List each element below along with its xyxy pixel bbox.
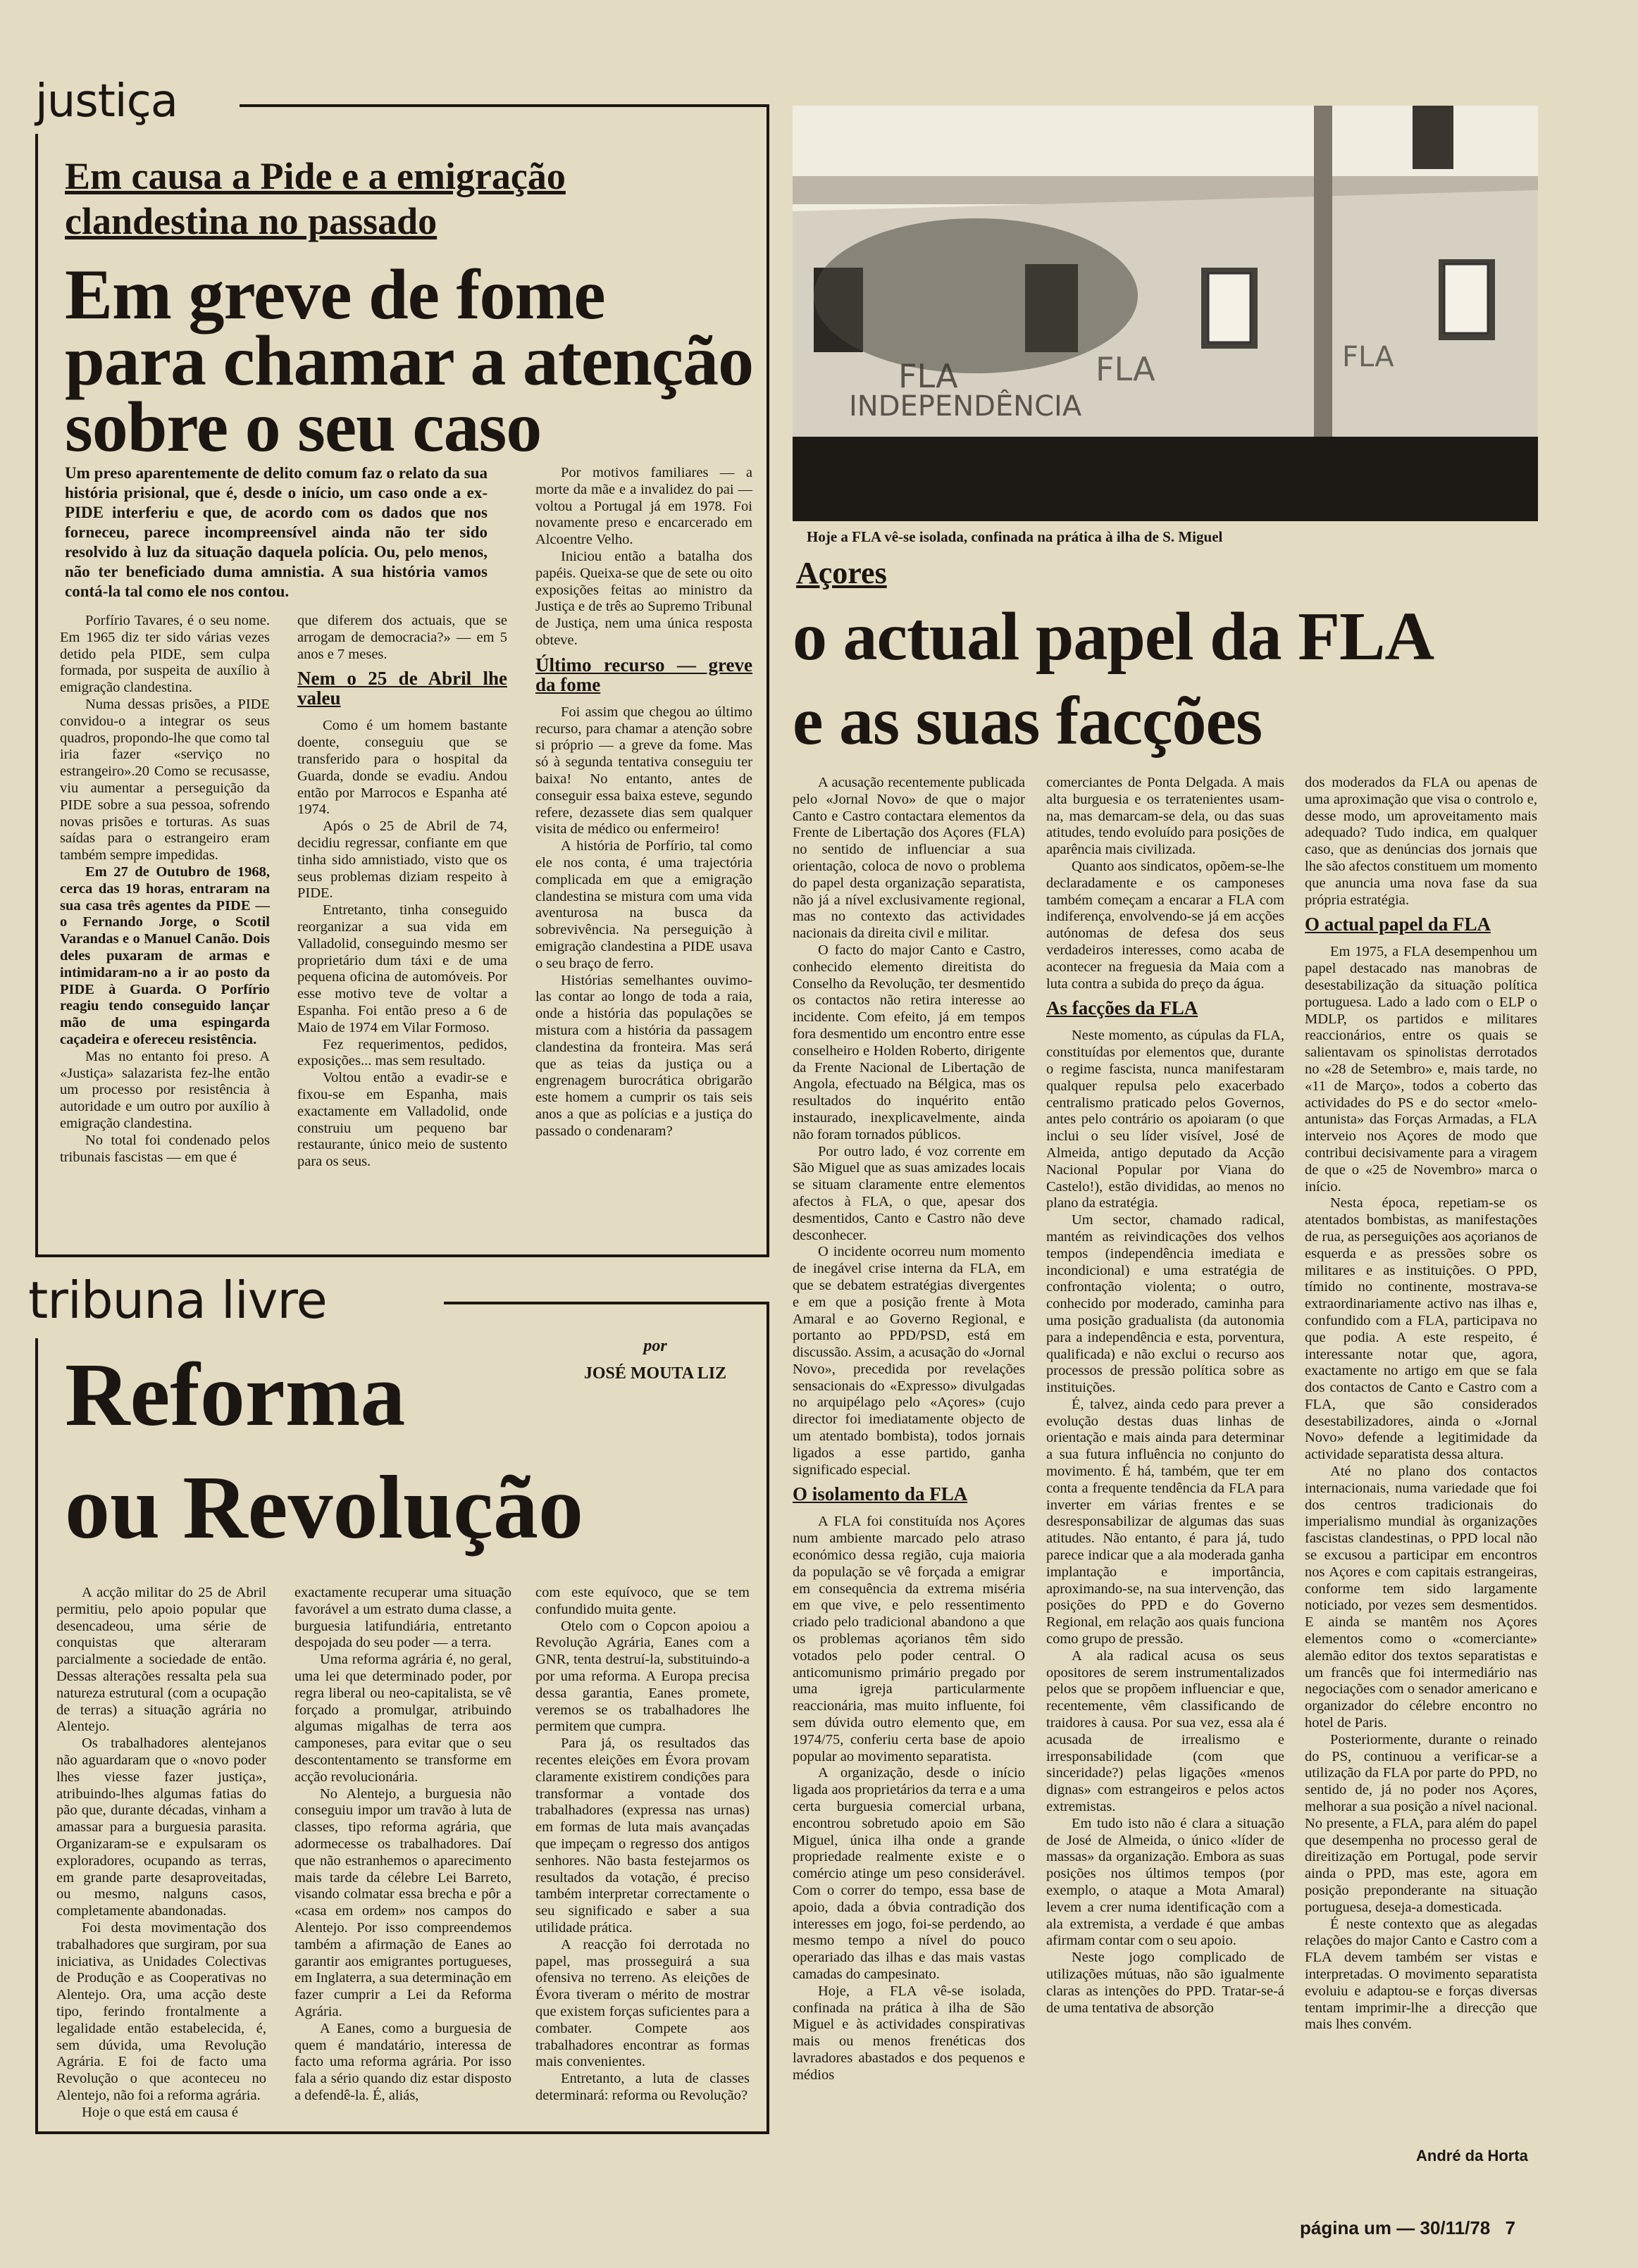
subhead-actual-papel: O actual papel da FLA: [1305, 914, 1491, 935]
paragraph: Porfírio Tavares, é o seu nome. Em 1965 diz ter sido várias vezes detido pela PIDE, sem culpa formada, por suspeita de auxílio à emigração clandestina.: [60, 613, 270, 696]
footer-paper-name: página um: [1300, 2217, 1392, 2238]
box-tribuna-right-line: [767, 1302, 769, 2134]
paragraph: Iniciou então a batalha dos papéis. Queixa-se que de sete ou oito exposições feitas ao ministro da Justiça e de três ao Supremo Tribunal de Justiça, nem uma única resposta obteve.: [535, 548, 752, 648]
paragraph: Quanto aos sindicatos, opõem-se-lhe declaradamente e os camponeses também começam a encarar a FLA com indiferença, envolvendo-se já em acções autónomas de defesa dos seus verdadeiros interesses, como acaba de acontecer na freguesia da Maia com a luta contra a subida do preço da água.: [1046, 858, 1284, 992]
paragraph: Neste jogo complicado de utilizações mútuas, não são igualmente claras as intenções do PPD. Tratar-se-á de uma tentativa de absorção: [1046, 1950, 1284, 2016]
paragraph: Entretanto, tinha conseguido reorganizar a sua vida em Valladolid, conseguindo mesmo ser proprietário dum táxi e de uma pequena oficina de automóveis. Por esse motivo teve de voltar a Espanha. Foi então preso a 6 de Maio de 1974 em Vilar Formoso.: [297, 902, 507, 1035]
paragraph: Histórias semelhantes ouvimo-las contar ao longo de toda a raia, onde a história das populações se mistura com a história da passagem clandestina da fronteira. Mas será que as teias da justiça ou a engrenagem burocrática obrigarão este homem a cumprir os tais seis anos a que as polícias e a justiça do passado o condenaram?: [535, 972, 752, 1139]
paragraph: Uma reforma agrária é, no geral, uma lei que determinado poder, por regra liberal ou neo-capitalista, se vê forçado a promulgar, atribuindo algumas migalhas de terra aos camponeses, para evitar que o seu descontentamento se transforme em acção revolucionária.: [294, 1652, 511, 1785]
paragraph: Os trabalhadores alentejanos não aguardaram que o «novo poder lhes viesse fazer justiça», atribuindo-lhes algumas fatias do pão que, durante décadas, vinham a amassar para a burguesia parasita. Organizaram-se e expulsaram os exploradores, ocupando as terras, em grande parte desaproveitadas, ou mesmo, nalguns casos, completamente abandonadas.: [56, 1736, 266, 1919]
tribuna-col-1: [56, 1585, 266, 2121]
headline-greve-de-fome: Em greve de fome para chamar a atenção sobre o seu caso: [65, 255, 754, 467]
graffiti-fla-1: FLA: [898, 357, 958, 395]
paragraph: Até no plano dos contactos internacionais, numa variedade que foi dos centros tradicionais do imperialismo mundial às organizações fascistas clandestinas, o PPD local não se excusou a participar em encontros nos Açores e com capitais estrangeiras, conforme tem sido largamente noticiado, por vezes sem desmentidos. E ainda se mantêm nos Açores elementos como o «comerciante» alemão editor dos textos separatistas e um francês que foi intermediário nas negociações com o senador americano e organizador do célebre encontro no hotel de Paris.: [1305, 1464, 1537, 1731]
justica-col-3: [535, 465, 752, 1140]
paragraph: Entretanto, a luta de classes determinará: reforma ou Revolução?: [535, 2071, 750, 2103]
headline-ou-revolucao: ou Revolução: [65, 1457, 583, 1557]
paragraph: A FLA foi constituída nos Açores num ambiente marcado pelo atraso económico dessa região, cuja maioria da população se vê forçada a emigrar em consequência da extrema miséria em que vive, e pelo ressentimento criado pelo tradicional abandono a que os problemas açorianos têm sido votados pelo poder central. O anticomunismo primário pregado por uma igreja particularmente reaccionária, mas muito influente, foi sem dúvida outro elemento que, em 1974/75, conferiu certa base de apoio popular ao movimento separatista.: [793, 1514, 1025, 1764]
footer-dash: —: [1396, 2217, 1420, 2238]
graffiti-fla-2: FLA: [1096, 350, 1155, 388]
paragraph: Neste momento, as cúpulas da FLA, constituídas por elementos que, durante o regime fascista, nunca manifestaram qualquer repulsa pelo exacerbado centralismo praticado pelos Governos, antes pelo contrário os apoiaram (o que inclui o seu líder visível, José de Almeida, antigo deputado da Acção Nacional Popular por Viana do Castelo!), estão divididas, ao menos no plano da estratégia.: [1046, 1028, 1284, 1211]
graffiti-fla-3: FLA: [1342, 341, 1394, 373]
footer-date: 30/11/78: [1420, 2217, 1491, 2238]
section-label-justica: justiça: [35, 75, 178, 127]
paragraph: Hoje o que está em causa é: [82, 2104, 238, 2120]
tribuna-col-3: [535, 1585, 750, 2105]
paragraph: É neste contexto que as alegadas relações do major Canto e Castro com a FLA devem também ser vistas e interpretadas. O movimento separatista evoluiu e adaptou-se e forças diversas tentam imprimir-lhe a direcção que mais lhes convém.: [1305, 1916, 1537, 2033]
justica-col-1: [60, 613, 270, 1166]
paragraph: Por outro lado, é voz corrente em São Miguel que as suas amizades locais se situam claramente entre elementos afectos à FLA, o que, apesar dos desmentidos, Canto e Castro não deve desconhecer.: [793, 1143, 1025, 1243]
paragraph: que diferem dos actuais, que se arrogam de democracia?» — em 5 anos e 7 meses.: [297, 613, 507, 662]
paragraph: Mas no entanto foi preso. A «Justiça» salazarista fez-lhe então um processo por resistência à autoridade e um outro por auxílio à emigração clandestina.: [60, 1048, 270, 1131]
paragraph: No Alentejo, a burguesia não conseguiu impor um travão à luta de classes, tipo reforma agrária, que adormecesse os trabalhadores. Daí que não estranhemos o aparecimento mais tarde da célebre Lei Barreto, visando colmatar essa brecha e pôr a «casa em ordem» nos campos do Alentejo. Por isso compreendemos também a afirmação de Eanes ao garantir aos emigrantes portugueses, em Inglaterra, a sua determinação em fazer cumprir a Lei da Reforma Agrária.: [294, 1786, 511, 2019]
paragraph: O incidente ocorreu num momento de inegável crise interna da FLA, em que se debatem estratégias divergentes e em que a posição frente à Mota Amaral e ao Governo Regional, e portanto ao PPD/PSD, está em discussão. Assim, a acusação do «Jornal Novo», precedida por revelações sensacionais do «Expresso» divulgadas no arquipélago pelo «Açores» (cujo director foi imediatamente objecto de um atentado bombista), todos jornais ligados a esse partido, ganha significado especial.: [793, 1244, 1025, 1478]
paragraph: A acusação recentemente publicada pelo «Jornal Novo» de que o major Canto e Castro contactara elementos da Frente de Libertação dos Açores (FLA) no sentido de influenciar a sua orientação, coloca de novo o problema do papel desta organização separatista, não já a nível exclusivamente regional, mas no contexto das actividades nacionais da direita civil e militar.: [793, 775, 1025, 942]
paragraph: comerciantes de Ponta Delgada. A mais alta burguesia e os terratenientes usam-na, mas demarcam-se dela, ou das suas atitudes, tendo evoluído para posições de aparência mais civilizada.: [1046, 775, 1284, 858]
paragraph: Foi desta movimentação dos trabalhadores que surgiram, por sua iniciativa, as Unidades Colectivas de Produção e as Cooperativas no Alentejo. Ora, uma acção deste tipo, ferindo frontalmente a legalidade então estabelecida, é, sem dúvida, uma Revolução Agrária. E foi de facto uma Revolução o que aconteceu no Alentejo, não foi a reforma agrária.: [56, 1919, 266, 2103]
paragraph: A acção militar do 25 de Abril permitiu, pelo apoio popular que desencadeou, uma série de conquistas que alteraram parcialmente a sociedade de então. Dessas alterações ressalta pela sua natureza estrutural (com a ocupação de terras) a situação agrária no Alentejo.: [56, 1585, 266, 1735]
paragraph: A história de Porfírio, tal como ele nos conta, é uma trajectória complicada em que a emigração clandestina se mistura com uma vida aventurosa na busca da sobrevivência. Na perseguição à emigração clandestina a PIDE usava o seu braço de ferro.: [535, 838, 752, 971]
byline-author: JOSÉ MOUTA LIZ: [583, 1364, 727, 1383]
headline-actual-papel: o actual papel da FLA: [793, 599, 1434, 675]
author-andre-da-horta: André da Horta: [1416, 2147, 1528, 2164]
footer-page-number: 7: [1505, 2217, 1515, 2238]
paragraph: com este equívoco, que se tem confundido muita gente.: [535, 1585, 750, 1617]
box-justica-bottom-line: [35, 1254, 769, 1257]
paragraph: Posteriormente, durante o reinado do PS, continuou a verificar-se a utilização da FLA por parte do PPD, no sentido de, já no poder nos Açores, melhorar a sua posição a nível nacional. No presente, a FLA, para além do papel que desempenha no processo geral de direitização em Portugal, pode servir ainda o PPD, mas este, agora em posição preponderante na situação portuguesa, deseja-a domesticada.: [1305, 1731, 1537, 1915]
headline-reforma: Reforma: [65, 1345, 406, 1445]
justica-col-2: [297, 613, 507, 1171]
box-justica-top-line: [240, 104, 769, 107]
box-justica-left-line: [35, 134, 38, 1257]
subhead-faccoes: As facções da FLA: [1046, 997, 1198, 1019]
subhead-nem-o-25-abril: Nem o 25 de Abril lhe valeu: [297, 668, 507, 709]
paragraph: Após o 25 de Abril de 74, decidiu regressar, confiante em que tinha sido amnistiado, visto que os seus problemas diziam respeito à PIDE.: [297, 818, 507, 902]
paragraph: Um sector, chamado radical, mantém as reivindicações dos velhos tempos (independência imediata e incondicional) e uma estratégia de confrontação violenta; o outro, conhecido por moderado, caminha para uma posição gradualista (da autonomia para a independência e esta, porventura, qualificada) e não exclui o recurso aos processos de pressão política sobre as instituições.: [1046, 1212, 1284, 1396]
paragraph: Fez requerimentos, pedidos, exposições... mas sem resultado.: [297, 1036, 507, 1069]
fla-col-3: [1305, 775, 1537, 2033]
paragraph: Para já, os resultados das recentes eleições em Évora provam claramente existirem condições para transformar a vontade dos trabalhadores (expressa nas urnas) em formas de luta mais avançadas que impeçam o regresso dos antigos senhores. Não basta festejarmos os resultados da votação, é preciso também interpretar correctamente o seu significado e saber a sua utilidade prática.: [535, 1736, 750, 1936]
subhead-isolamento: O isolamento da FLA: [793, 1483, 968, 1505]
byline-block: [571, 1337, 740, 1383]
fla-col-2: [1046, 775, 1284, 2017]
footer-folio: [1300, 2217, 1515, 2239]
box-justica-right-line: [767, 104, 769, 1257]
paragraph: Hoje, a FLA vê-se isolada, confinada na prática à ilha de São Miguel e às actividades conspirativas mais ou menos frenéticas dos lavradores abastados e dos pequenos e médios: [793, 1983, 1025, 2083]
paragraph: Em tudo isto não é clara a situação de José de Almeida, o único «líder de massas» da organização. Embora as suas posições nos últimos tempos (por exemplo, o ataque a Mota Amaral) levem a crer numa identificação com a ala extremista, a verdade é que ambas afirmam contar com o seu apoio.: [1046, 1815, 1284, 1949]
photo-caption: Hoje a FLA vê-se isolada, confinada na prática à ilha de S. Miguel: [807, 528, 1223, 545]
lede-justica: Um preso aparentemente de delito comum faz o relato da sua história prisional, que é, desde o início, um caso onde a ex-PIDE interferiu e que, de acordo com os dados que nos forneceu, parece incompreensível ainda não ter sido resolvido à luz da situação daquela polícia. Ou, pelo menos, não ter beneficiado duma amnistia. A sua história vamos contá-la tal como ele nos contou.: [65, 464, 488, 600]
box-tribuna-left-line: [35, 1338, 38, 2134]
paragraph: Nesta época, repetiam-se os atentados bombistas, as manifestações de rua, as perseguições aos açorianos de esquerda e as pressões sobre os militares e as instituições. O PPD, tímido no continente, mostrava-se extraordinariamente activo nas ilhas e, confundido com a FLA, participava no que podia. A este respeito, é interessante notar que, agora, exactamente no artigo em que se fala dos contactos de Canto e Castro com a FLA, que são considerados desestabilizadores, ainda o «Jornal Novo» defende a legitimidade da actividade separatista dessa altura.: [1305, 1195, 1537, 1463]
paragraph: Como é um homem bastante doente, conseguiu que se transferido para o hospital da Guarda, donde se evadiu. Andou então por Marrocos e Espanha até 1974.: [297, 718, 507, 818]
paragraph: O facto do major Canto e Castro, conhecido elemento direitista do Conselho da Revolução, ter desmentido os contactos não retira interesse ao incidente. Com efeito, já em tempos fora desmentido um encontro entre esse conselheiro e Holden Roberto, dirigente da Frente Nacional de Libertação de Angola, efectuado na Bélgica, mas os resultados do inquérito então instaurado, inexplicavelmente, ainda não foram tornados públicos.: [793, 942, 1025, 1142]
paragraph: A reacção foi derrotada no papel, mas prosseguirá a sua ofensiva no terreno. As eleições de Évora tiveram o mérito de mostrar que existem forças suficientes para a combater. Compete aos trabalhadores encontrar as formas mais convenientes.: [535, 1936, 750, 2070]
paragraph: A organização, desde o início ligada aos proprietários da terra e a uma certa burguesia comercial urbana, encontrou sobretudo apoio em São Miguel, única ilha onde a grande propriedade realmente existe e o comércio atinge um peso considerável. Com o correr do tempo, essa base de apoio, dada a óbvia contradição dos interesses em jogo, foi-se perdendo, ao mesmo tempo a nível do pouco operariado das ilhas e das mais vastas camadas do campesinato.: [793, 1765, 1025, 1982]
paragraph: dos moderados da FLA ou apenas de uma aproximação que visa o controlo e, desse modo, um aproveitamento mais adequado? Tudo indica, em qualquer caso, que as denúncias dos jornais que lhe são afectos constituem um momento que anuncia uma nova fase da sua própria estratégia.: [1305, 775, 1537, 908]
paragraph: Em 27 de Outubro de 1968, cerca das 19 horas, entraram na sua casa três agentes da PIDE — o Fernando Jorge, o Scotil Varandas e o Manuel Canão. Dois deles puxaram de armas e intimidaram-no a ir ao posto da PIDE à Guarda. O Porfírio reagiu tendo conseguido lançar mão de uma espingarda caçadeira e ofereceu resistência.: [60, 864, 270, 1047]
paragraph: Em 1975, a FLA desempenhou um papel destacado nas manobras de desestabilização da situação política portuguesa. Lado a lado com o ELP o MDLP, os partidos e militares reaccionários, entre os quais se salientavam os spinolistas derrotados no «28 de Setembro» e, mais tarde, no «11 de Março», todos a coberto das actividades do PS e do sector «melo-antunista» das Forças Armadas, a FLA interveio nos Açores de modo que contribui decisivamente para a viragem de que o «25 de Novembro» marca o início.: [1305, 944, 1537, 1195]
paragraph: A Eanes, como a burguesia de quem é mandatário, interessa de facto uma reforma agrária. Por isso fala a sério quando diz estar disposto a defendê-la. É, aliás,: [294, 2020, 511, 2103]
paragraph: Otelo com o Copcon apoiou a Revolução Agrária, Eanes com a GNR, tenta destruí-la, substituindo-a por uma reforma. A Europa precisa dessa garantia, Eanes promete, veremos se os trabalhadores lhe permitem que cumpra.: [535, 1618, 750, 1735]
graffiti-independencia: INDEPENDÊNCIA: [849, 390, 1082, 423]
byline-por: por: [643, 1337, 667, 1355]
photo-fla-building: [793, 106, 1538, 521]
headline-faccoes: e as suas facções: [793, 683, 1262, 759]
paragraph: No total foi condenado pelos tribunais fascistas — em que é: [60, 1132, 270, 1165]
tribuna-col-2: [294, 1585, 511, 2105]
paragraph: Foi assim que chegou ao último recurso, para chamar a atenção sobre si próprio — a greve da fome. Mas só à segunda tentativa conseguiu ter baixa! No entanto, antes de conseguir essa baixa esteve, segundo refere, dezassete dias sem qualquer visita de médico ou enfermeiro!: [535, 704, 752, 837]
box-tribuna-top-line: [444, 1302, 769, 1304]
paragraph: exactamente recuperar uma situação favorável a um estrato duma classe, a burguesia latifundiária, entretanto despojada do seu poder — a terra.: [294, 1585, 511, 1651]
section-label-acores: Açores: [796, 556, 887, 590]
kicker-pide: Em causa a Pide e a emigração clandestina no passado: [65, 155, 566, 242]
box-tribuna-bottom-line: [35, 2131, 769, 2134]
subhead-ultimo-recurso: Último recurso — greve da fome: [535, 654, 752, 695]
paragraph: É, talvez, ainda cedo para prever a evolução destas duas linhas de orientação e mais ainda para determinar a sua futura influência no conjunto do movimento. É há, também, que ter em conta a frequente tendência da FLA para inverter em várias frentes e se desresponsabilizar de algumas das suas atitudes. Não entanto, é para já, tudo parece indicar que a ala moderada ganha implantação e importância, aproximando-se, na sua intervenção, das posições do PPD e do Governo Regional, em relação aos quais funciona como grupo de pressão.: [1046, 1396, 1284, 1647]
paragraph: Voltou então a evadir-se e fixou-se em Espanha, mais exactamente em Valladolid, onde construiu um pequeno bar restaurante, único meio de sustento para os seus.: [297, 1070, 507, 1170]
fla-col-1: [793, 775, 1025, 2084]
paragraph: Por motivos familiares — a morte da mãe e a invalidez do pai — voltou a Portugal já em 1978. Foi novamente preso e encarcerado em Alcoentre Velho.: [535, 465, 752, 548]
paragraph: Numa dessas prisões, a PIDE convidou-o a integrar os seus quadros, propondo-lhe que como tal iria fazer «serviço no estrangeiro».20 Como se recusasse, viu aumentar a perseguição da PIDE sobre a sua pessoa, sofrendo novas prisões e torturas. As suas saídas para o estrangeiro eram também sempre impedidas.: [60, 696, 270, 864]
section-label-tribuna-livre: tribuna livre: [28, 1271, 327, 1330]
paragraph: A ala radical acusa os seus opositores de serem instrumentalizados pelos que se propõem influenciar e que, recentemente, vêm classificando de traidores à causa. Por sua vez, essa ala é acusada de irrealismo e irresponsabilidade (com que sinceridade?) pelas ligações «menos dignas» com estrangeiros e pelos actos extremistas.: [1046, 1647, 1284, 1815]
